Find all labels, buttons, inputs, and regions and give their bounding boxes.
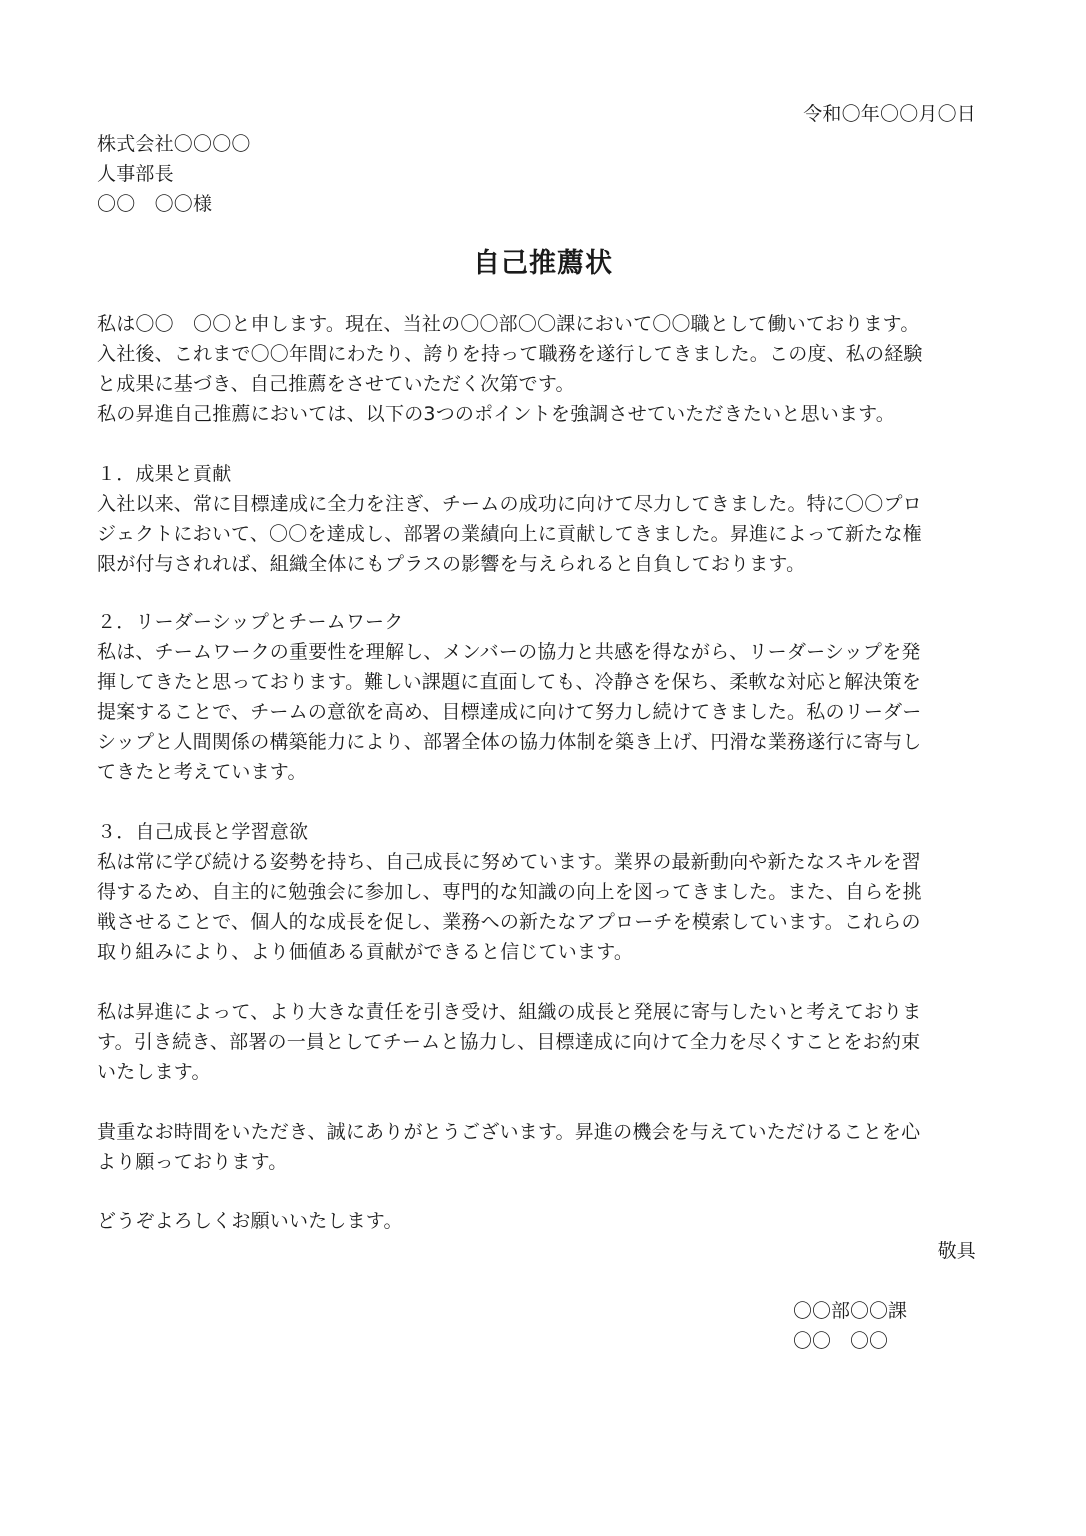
point-heading: ２．リーダーシップとチームワーク — [97, 611, 404, 633]
intro-line: 入社後、これまで〇〇年間にわたり、誇りを持って職務を遂行してきました。この度、私の経験 — [97, 343, 923, 365]
closing-line: 貴重なお時間をいただき、誠にありがとうございます。昇進の機会を与えていただけることを心 — [97, 1121, 921, 1143]
point-line: 取り組みにより、より価値ある貢献ができると信じています。 — [97, 941, 634, 963]
letter-date: 令和〇年〇〇月〇日 — [803, 103, 976, 125]
sender-name: 〇〇 〇〇 — [793, 1330, 889, 1352]
closing-line: す。引き続き、部署の一員としてチームと協力し、目標達成に向けて全力を尽くすことをお約束 — [97, 1031, 921, 1053]
point-heading: １．成果と貢献 — [97, 463, 232, 485]
closing-line: より願っております。 — [97, 1151, 288, 1173]
point-line: 限が付与されれば、組織全体にもプラスの影響を与えられると自負しております。 — [97, 553, 806, 575]
recipient-name: 〇〇 〇〇様 — [97, 193, 213, 215]
letter-title: 自己推薦状 — [473, 248, 613, 279]
sender-department: 〇〇部〇〇課 — [793, 1300, 908, 1322]
closing-line: いたします。 — [97, 1061, 211, 1083]
point-line: 私は常に学び続ける姿勢を持ち、自己成長に努めています。業界の最新動向や新たなスキルを習 — [97, 851, 921, 873]
point-line: 入社以来、常に目標達成に全力を注ぎ、チームの成功に向けて尽力してきました。特に〇〇プロ — [97, 493, 922, 515]
point-heading: ３．自己成長と学習意欲 — [97, 821, 309, 843]
intro-line: 私は〇〇 〇〇と申します。現在、当社の〇〇部〇〇課において〇〇職として働いております。 — [97, 313, 920, 335]
point-line: シップと人間関係の構築能力により、部署全体の協力体制を築き上げ、円滑な業務遂行に寄与し — [97, 731, 922, 753]
point-line: 戦させることで、個人的な成長を促し、業務への新たなアプローチを模索しています。これらの — [97, 911, 921, 933]
recipient-company: 株式会社〇〇〇〇 — [97, 133, 251, 155]
point-line: 得するため、自主的に勉強会に参加し、専門的な知識の向上を図ってきました。また、自らを挑 — [97, 881, 922, 903]
closing-line: 私は昇進によって、より大きな責任を引き受け、組織の成長と発展に寄与したいと考えておりま — [97, 1001, 922, 1023]
intro-line: と成果に基づき、自己推薦をさせていただく次第です。 — [97, 373, 575, 395]
closing-line: どうぞよろしくお願いいたします。 — [97, 1210, 403, 1232]
point-line: てきたと考えています。 — [97, 761, 307, 783]
intro-line: 私の昇進自己推薦においては、以下の3つのポイントを強調させていただきたいと思います。 — [97, 403, 895, 425]
point-line: 提案することで、チームの意欲を高め、目標達成に向けて努力し続けてきました。私のリーダー — [97, 701, 922, 723]
sign-off: 敬具 — [937, 1240, 976, 1262]
point-line: 私は、チームワークの重要性を理解し、メンバーの協力と共感を得ながら、リーダーシップを発 — [97, 641, 921, 663]
point-line: ジェクトにおいて、〇〇を達成し、部署の業績向上に貢献してきました。昇進によって新たな権 — [97, 523, 922, 545]
recipient-department: 人事部長 — [97, 163, 174, 185]
point-line: 揮してきたと思っております。難しい課題に直面しても、冷静さを保ち、柔軟な対応と解決策を — [97, 671, 922, 693]
